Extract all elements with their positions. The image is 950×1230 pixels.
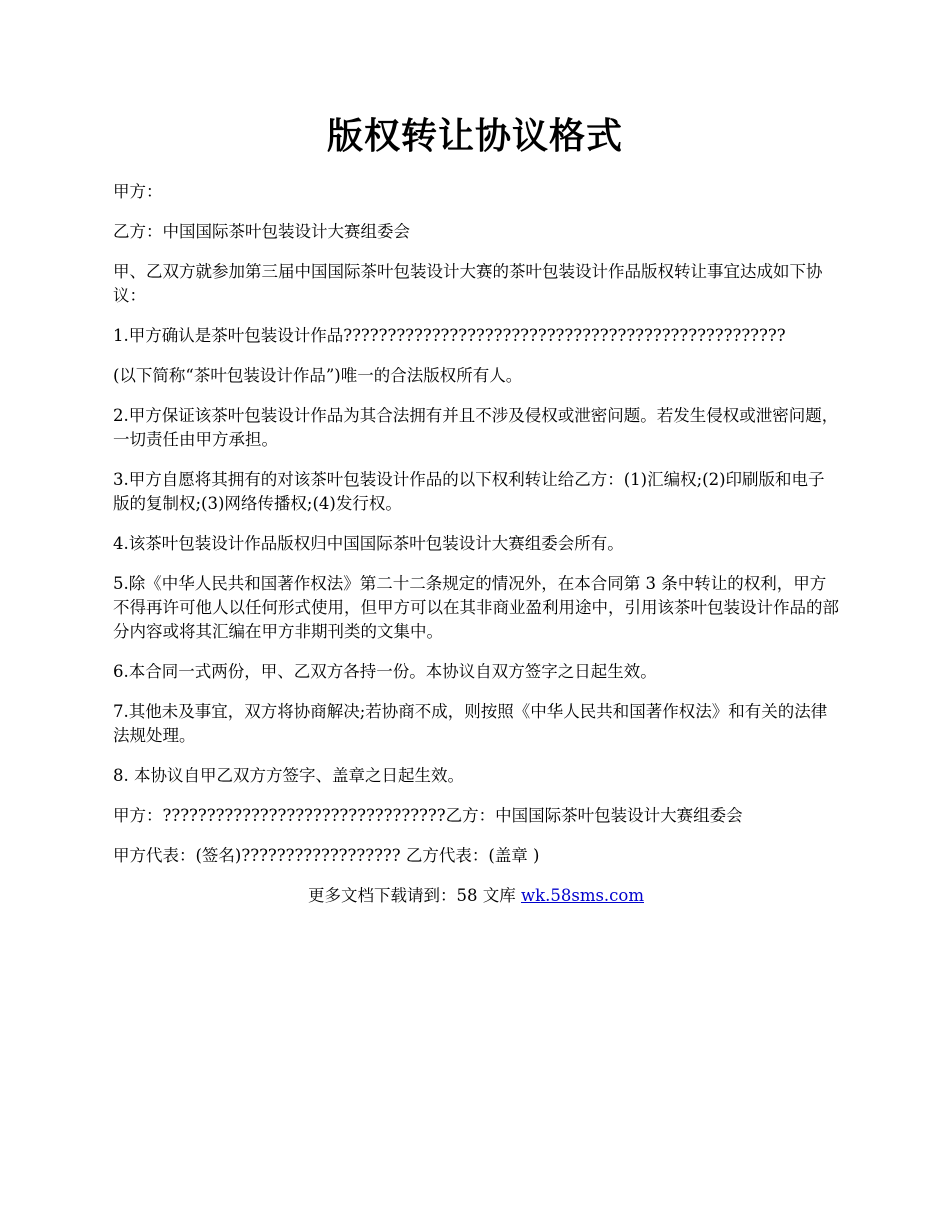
clause-6: 6.本合同一式两份，甲、乙双方各持一份。本协议自双方签字之日起生效。 [113, 662, 657, 681]
footer-text: 更多文档下载请到：58 文库 [307, 886, 521, 905]
clause-4: 4.该茶叶包装设计作品版权归中国国际茶叶包装设计大赛组委会所有。 [113, 534, 624, 553]
party-b-line: 乙方：中国国际茶叶包装设计大赛组委会 [113, 222, 410, 241]
clause-3: 3.甲方自愿将其拥有的对该茶叶包装设计作品的以下权利转让给乙方：(1)汇编权;(2)印刷版和电子版的复制权;(3)网络传播权;(4)发行权。 [113, 470, 825, 513]
footer-link[interactable]: wk.58sms.com [520, 886, 644, 905]
document-title: 版权转让协议格式 [326, 115, 623, 157]
clause-5: 5.除《中华人民共和国著作权法》第二十二条规定的情况外，在本合同第 3 条中转让的权利，甲方不得再许可他人以任何形式使用，但甲方可以在其非商业盈利用途中，引用该茶叶包装设计作品的部分内容或将其汇编在甲方非期刊类的文集中。 [113, 574, 839, 641]
signature-parties-line: 甲方：????????????????????????????????乙方：中国国际茶叶包装设计大赛组委会 [113, 806, 743, 825]
clause-7: 7.其他未及事宜，双方将协商解决;若协商不成，则按照《中华人民共和国著作权法》和有关的法律法规处理。 [113, 702, 828, 745]
clause-8: 8. 本协议自甲乙双方方签字、盖章之日起生效。 [113, 766, 464, 785]
clause-2: 2.甲方保证该茶叶包装设计作品为其合法拥有并且不涉及侵权或泄密问题。若发生侵权或泄密问题，一切责任由甲方承担。 [113, 406, 839, 449]
party-a-line: 甲方： [113, 182, 163, 201]
clause-1-continued: (以下简称“茶叶包装设计作品”)唯一的合法版权所有人。 [113, 366, 523, 385]
clause-1: 1.甲方确认是茶叶包装设计作品?????????????????????????????????????????????????? [113, 326, 786, 345]
footer-line [113, 884, 839, 908]
intro-paragraph: 甲、乙双方就参加第三届中国国际茶叶包装设计大赛的茶叶包装设计作品版权转让事宜达成如下协议： [113, 262, 823, 305]
document-body [113, 180, 839, 924]
signature-representatives-line: 甲方代表：(签名)?????????????????? 乙方代表：(盖章 ) [113, 846, 540, 865]
